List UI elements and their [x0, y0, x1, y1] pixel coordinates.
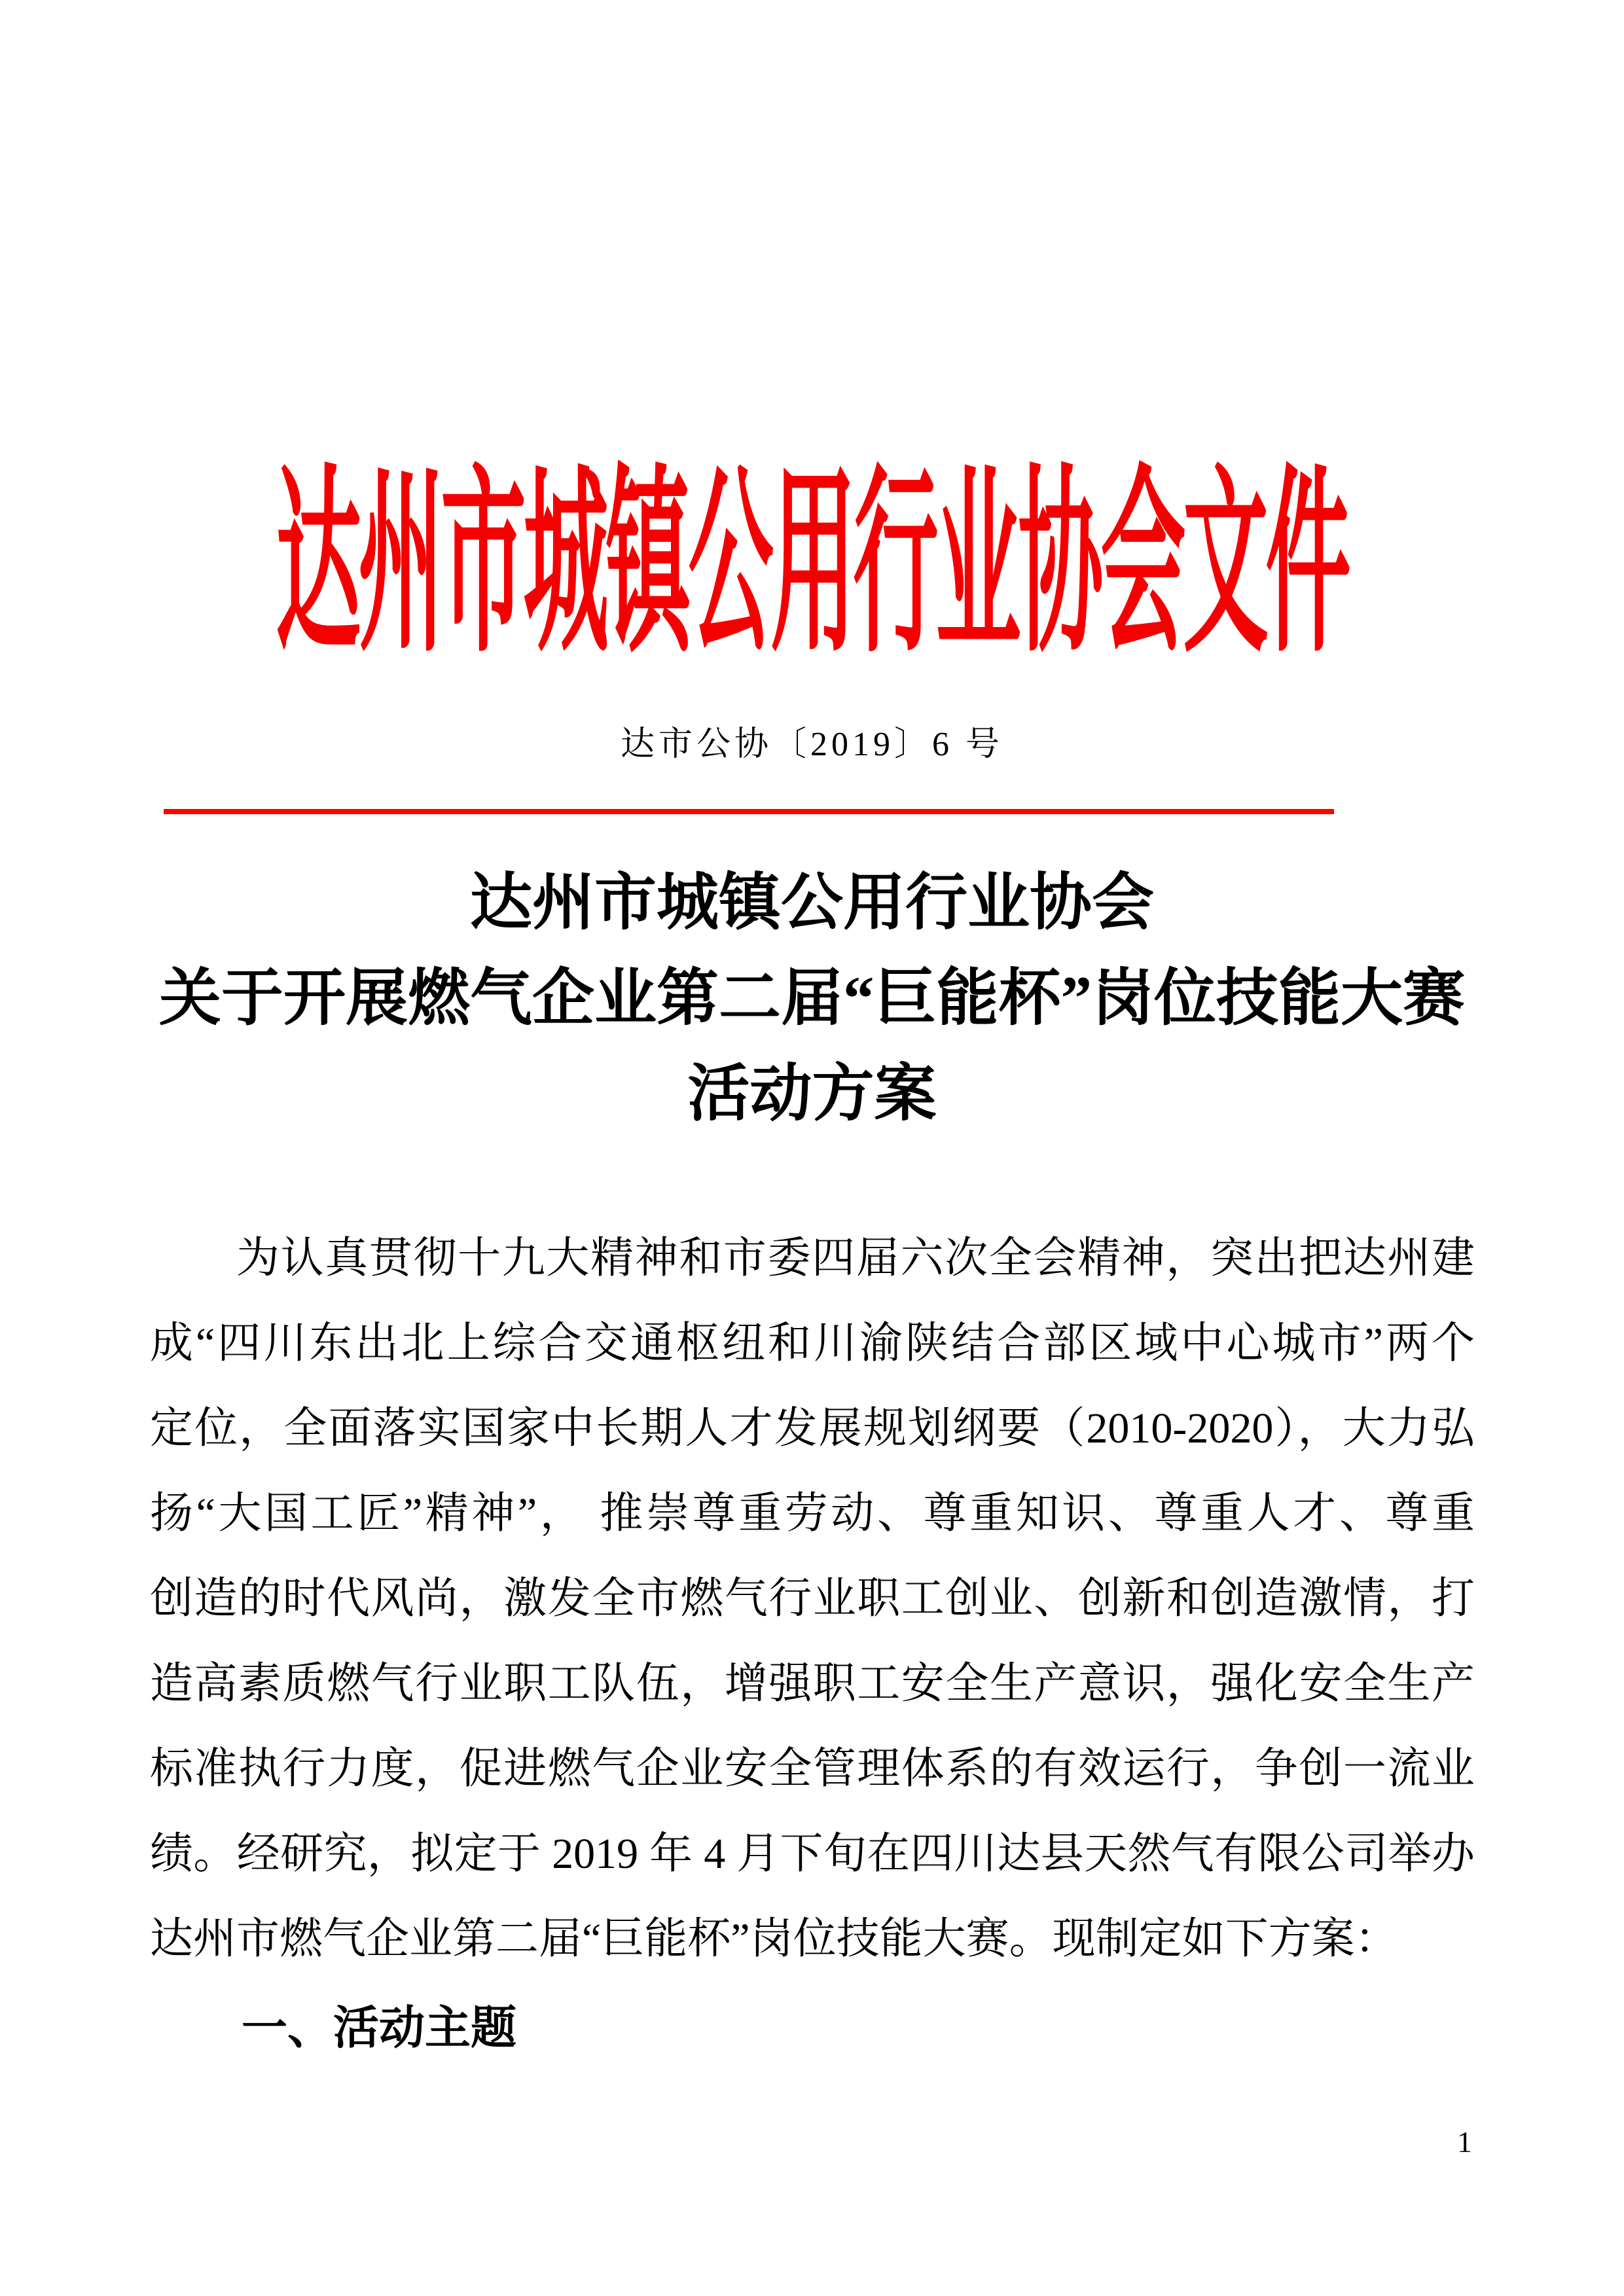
letterhead-org-title: 达州市城镇公用行业协会文件	[276, 455, 1348, 677]
section-heading-activity-theme: 一、活动主题	[242, 2002, 516, 2053]
document-title-line-1: 达州市城镇公用行业协会	[469, 868, 1154, 937]
body-paragraph	[150, 1216, 1475, 2070]
page-number: 1	[1457, 2125, 1472, 2159]
red-separator-rule	[164, 809, 1334, 814]
document-title-line-3: 活动方案	[687, 1059, 937, 1128]
body-line: 绩。经研究，拟定于 2019 年 4 月下旬在四川达县天然气有限公司举办	[150, 1830, 1475, 1878]
doc-number: 达市公协〔2019〕6 号	[620, 726, 1003, 763]
body-line: 为认真贯彻十九大精神和市委四届六次全会精神，突出把达州建	[236, 1234, 1475, 1282]
body-line: 定位，全面落实国家中长期人才发展规划纲要（2010-2020），大力弘	[150, 1405, 1475, 1452]
body-line: 标准执行力度，促进燃气企业安全管理体系的有效运行，争创一流业	[150, 1745, 1475, 1793]
body-line: 达州市燃气企业第二届“巨能杯”岗位技能大赛。现制定如下方案：	[150, 1915, 1398, 1963]
document-title-line-2: 关于开展燃气企业第二届“巨能杯”岗位技能大赛	[158, 963, 1465, 1033]
body-line: 成“四川东出北上综合交通枢纽和川渝陕结合部区域中心城市”两个	[150, 1319, 1475, 1367]
body-line: 造高素质燃气行业职工队伍，增强职工安全生产意识，强化安全生产	[150, 1660, 1475, 1708]
body-line: 创造的时代风尚，激发全市燃气行业职工创业、创新和创造激情，打	[150, 1575, 1475, 1623]
document-title	[0, 855, 1624, 1141]
body-line: 扬“大国工匠”精神”， 推崇尊重劳动、尊重知识、尊重人才、尊重	[150, 1490, 1475, 1537]
